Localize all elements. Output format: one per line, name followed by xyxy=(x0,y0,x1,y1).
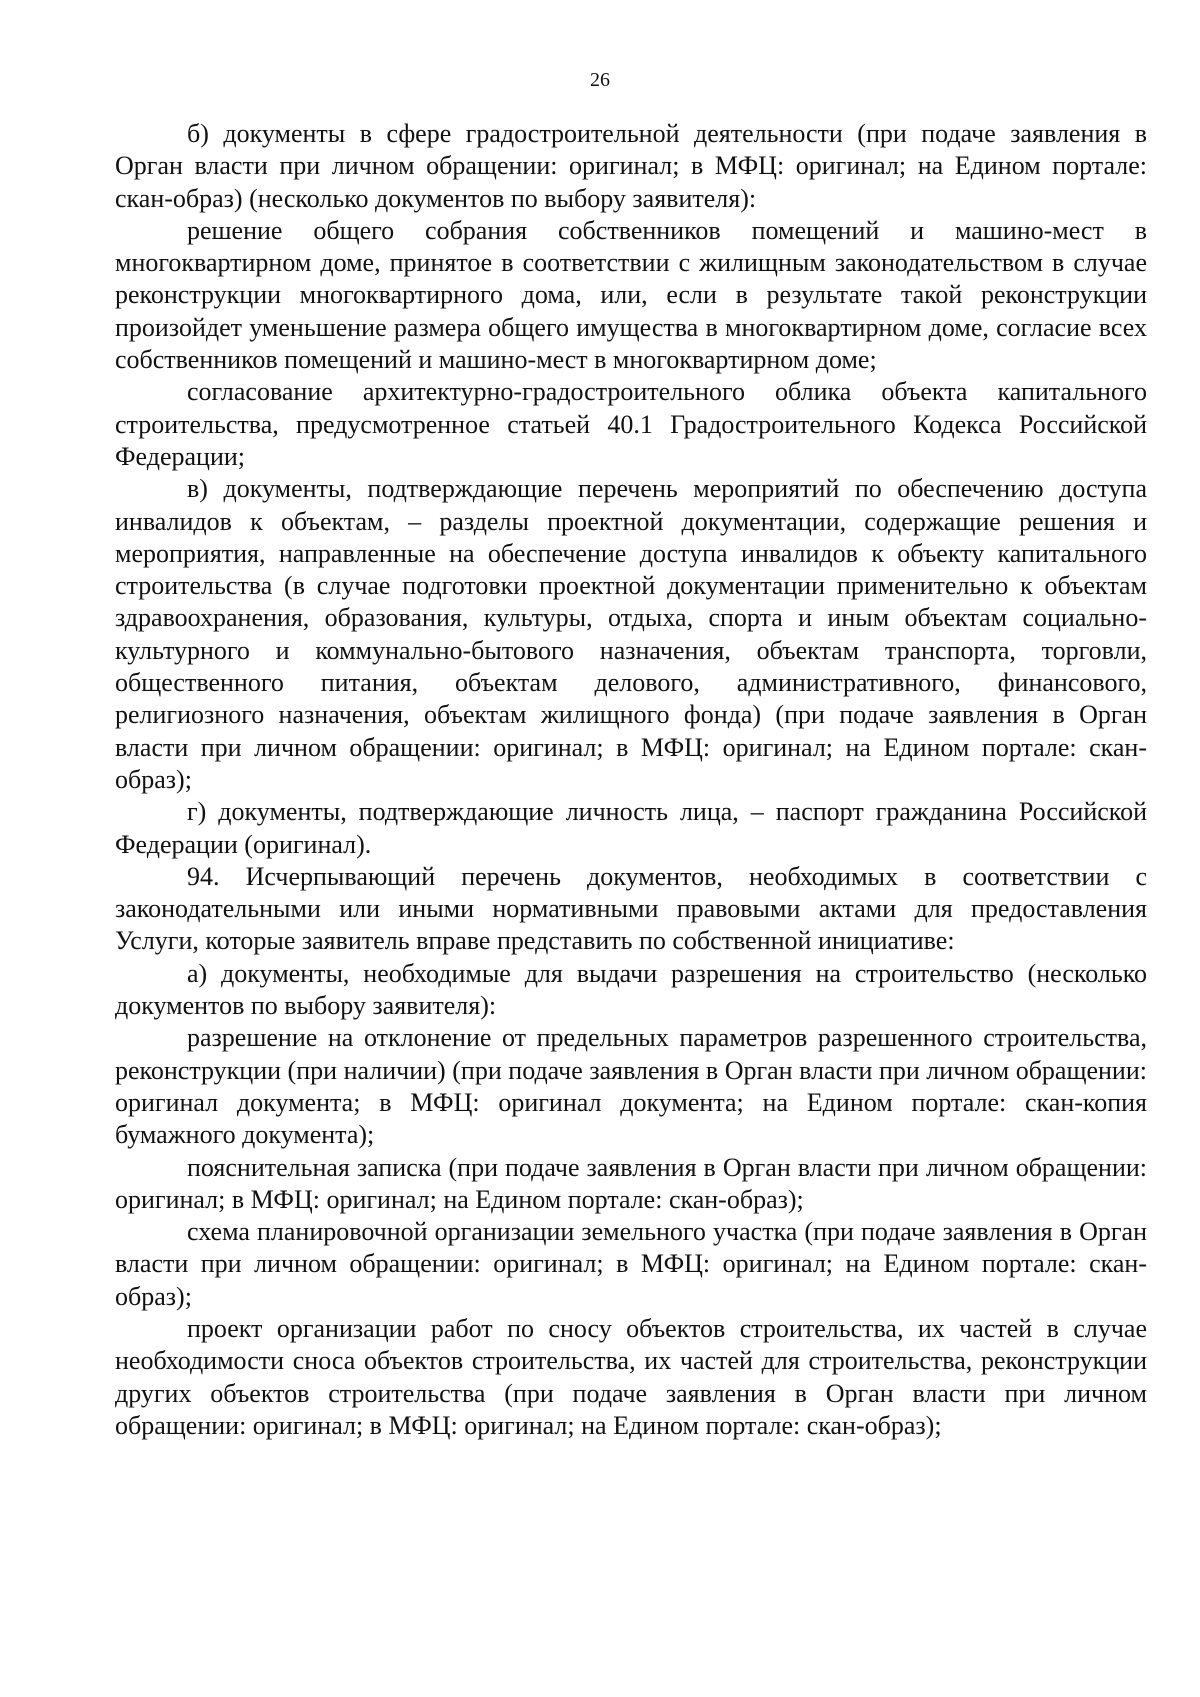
paragraph-v-disabled-access-documents: в) документы, подтверждающие перечень мероприятий по обеспечению доступа инвалидов к объектам, – разделы проектной документации, содержащие решения и мероприятия, направленные на обеспечение доступа инвалидов к объекту капитального строительства (в случае подготовки проектной документации применительно к объектам здравоохранения, образования, культуры, отдыха, спорта и иным объектам социально-культурного и коммунально-бытового назначения, объектам транспорта, торговли, общественного питания, объектам делового, административного, финансового, религиозного назначения, объектам жилищного фонда) (при подаче заявления в Орган власти при личном обращении: оригинал; в МФЦ: оригинал; на Едином портале: скан-образ); xyxy=(115,474,1147,794)
paragraph-94-exhaustive-list: 94. Исчерпывающий перечень документов, необходимых в соответствии с законодательными или иными нормативными правовыми актами для предоставления Услуги, которые заявитель вправе представить по собственной инициативе: xyxy=(115,861,1147,956)
paragraph-a-permit-documents: а) документы, необходимые для выдачи разрешения на строительство (несколько документов по выбору заявителя): xyxy=(115,958,1147,1021)
paragraph-b-urban-planning-documents: б) документы в сфере градостроительной деятельности (при подаче заявления в Орган власти при личном обращении: оригинал; в МФЦ: оригинал; на Едином портале: скан-образ) (несколько документов по выбору заявителя): xyxy=(115,119,1147,213)
paragraph-owners-meeting-decision: решение общего собрания собственников помещений и машино-мест в многоквартирном доме, принятое в соответствии с жилищным законодательством в случае реконструкции многоквартирного дома, или, если в результате такой реконструкции произойдет уменьшение размера общего имущества в многоквартирном доме, согласие всех собственников помещений и машино-мест в многоквартирном доме; xyxy=(115,215,1147,375)
paragraph-architectural-approval: согласование архитектурно-градостроительного облика объекта капитального строительства, предусмотренное статьей 40.1 Градостроительного Кодекса Российской Федерации; xyxy=(115,377,1147,471)
page-number: 26 xyxy=(590,69,610,91)
paragraph-g-identity-documents: г) документы, подтверждающие личность лица, – паспорт гражданина Российской Федерации (оригинал). xyxy=(115,797,1147,859)
paragraph-explanatory-note: пояснительная записка (при подаче заявления в Орган власти при личном обращении: оригинал; в МФЦ: оригинал; на Едином портале: скан-образ); xyxy=(115,1152,1147,1214)
paragraph-deviation-permit: разрешение на отклонение от предельных параметров разрешенного строительства, реконструкции (при наличии) (при подаче заявления в Орган власти при личном обращении: оригинал документа; в МФЦ: оригинал документа; на Едином портале: скан-копия бумажного документа); xyxy=(115,1023,1147,1150)
paragraph-site-plan-scheme: схема планировочной организации земельного участка (при подаче заявления в Орган власти при личном обращении: оригинал; в МФЦ: оригинал; на Едином портале: скан-образ); xyxy=(115,1217,1147,1311)
paragraph-demolition-project: проект организации работ по сносу объектов строительства, их частей в случае необходимости сноса объектов строительства, их частей для строительства, реконструкции других объектов строительства (при подаче заявления в Орган власти при личном обращении: оригинал; в МФЦ: оригинал; на Едином портале: скан-образ); xyxy=(115,1313,1147,1440)
document-body xyxy=(115,118,1147,1442)
